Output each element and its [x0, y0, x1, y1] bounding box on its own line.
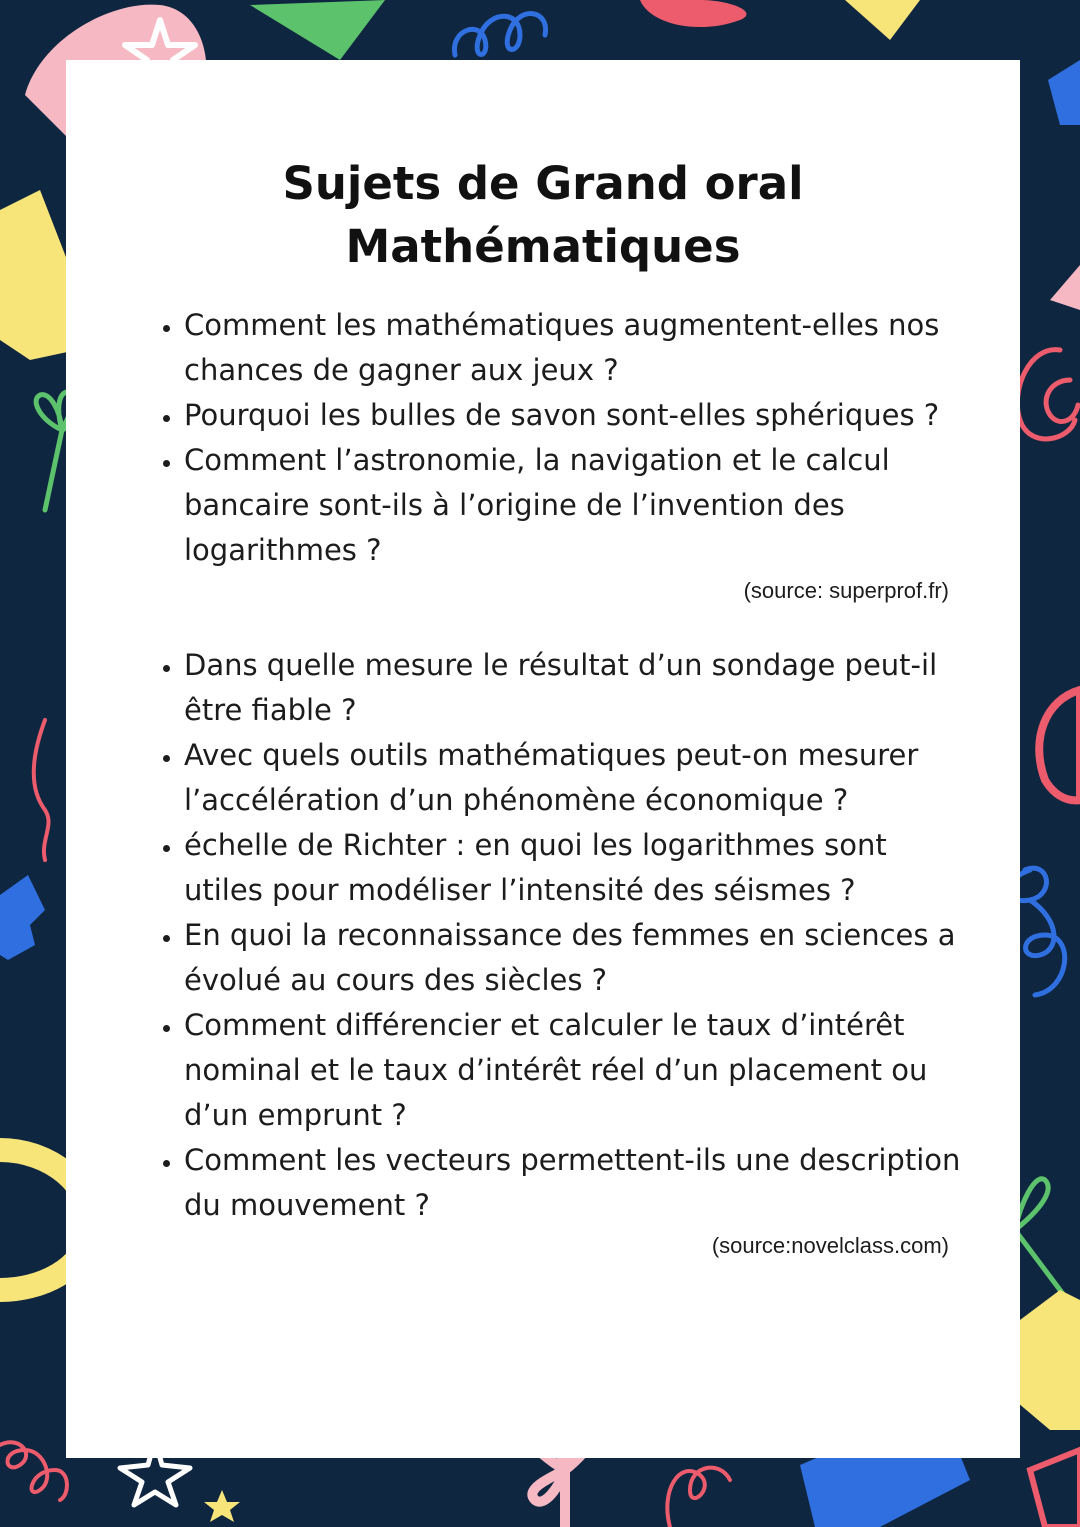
source-citation: (source: superprof.fr): [743, 578, 949, 603]
list-item: • Comment différencier et calculer le taux d’intérêt nominal et le taux d’intérêt réel d’un placement ou d’un emprunt ?: [184, 1003, 974, 1138]
list-item: • Avec quels outils mathématiques peut-on mesurer l’accélération d’un phénomène économique ?: [184, 733, 974, 823]
list-item: • Comment les vecteurs permettent-ils une description du mouvement ?: [184, 1138, 974, 1228]
red-outline-shape: [1030, 1450, 1080, 1527]
list-item: • Comment les mathématiques augmentent-elles nos chances de gagner aux jeux ?: [184, 303, 974, 393]
yellow-star-icon: [204, 1490, 240, 1522]
source-citation: (source:novelclass.com): [711, 1233, 949, 1258]
yellow-crayon-shape: [845, 0, 920, 40]
blue-crayon-shape: [1048, 60, 1080, 125]
topic-list-novelclass: [148, 643, 974, 1228]
title-line-2: Mathématiques: [345, 220, 741, 273]
green-crayon-shape: [250, 0, 385, 60]
red-scribble-shape: [640, 0, 746, 27]
list-item: • Dans quelle mesure le résultat d’un sondage peut-il être fiable ?: [184, 643, 974, 733]
blue-crayon-shape: [0, 875, 45, 960]
title-line-1: Sujets de Grand oral: [282, 157, 804, 210]
list-item: • Pourquoi les bulles de savon sont-elles sphériques ?: [184, 393, 974, 438]
pink-crayon-shape: [1050, 265, 1080, 310]
red-swirl-shape: [667, 1468, 730, 1527]
pink-squiggle-shape: [0, 1442, 67, 1500]
list-item: • En quoi la reconnaissance des femmes en sciences a évolué au cours des siècles ?: [184, 913, 974, 1003]
list-item: • échelle de Richter : en quoi les logarithmes sont utiles pour modéliser l’intensité des séismes ?: [184, 823, 974, 913]
pink-squiggle-shape: [34, 720, 49, 860]
topic-list-superprof: [148, 303, 974, 573]
list-item: • Comment l’astronomie, la navigation et le calcul bancaire sont-ils à l’origine de l’invention des logarithmes ?: [184, 438, 974, 573]
page-title: [66, 152, 1020, 278]
squiggle-doodle-icon: [454, 14, 545, 55]
red-swirl-shape: [1017, 350, 1078, 439]
red-scribble-shape: [1039, 690, 1080, 800]
